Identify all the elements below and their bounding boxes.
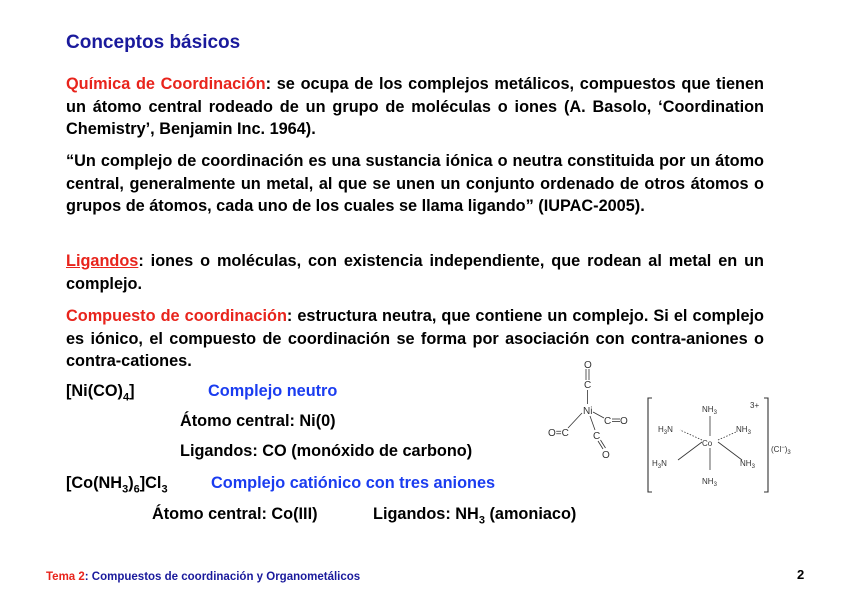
definition-text: : se ocupa de los complejos metálicos, compuestos que tienen un átomo central rodeado de un grupo de moléculas o iones (A. Basolo, ‘Coordination Chemistry’, Benjamin Inc. 1964). <box>66 75 764 138</box>
bracket-right <box>764 398 768 492</box>
ni-co4-structure-diagram <box>540 358 644 466</box>
central-atom-ni: Átomo central: Ni(0) <box>180 412 336 430</box>
atom-ni: Ni <box>583 406 593 417</box>
paragraph-compuesto-coordinacion <box>66 305 764 373</box>
charge-label: 3+ <box>750 401 760 410</box>
term-ligandos: Ligandos <box>66 252 139 270</box>
footer-course-title <box>46 571 360 583</box>
bond-ni-c-right <box>593 412 604 418</box>
nh3-back-right: $NH_3$ <box>736 425 751 436</box>
bond-ni-c-left <box>568 413 582 428</box>
page-number: 2 <box>797 567 805 582</box>
bond-co-n-left <box>678 442 702 460</box>
nh3-bottom: $NH_3$ <box>702 477 717 488</box>
ligands-nh3: Ligandos: $NH_3$ (amoniaco) <box>373 505 577 527</box>
atom-c-top: C <box>584 380 592 391</box>
paragraph-ligandos <box>66 250 764 295</box>
atom-o-right: O <box>620 416 628 427</box>
h3n-back-left: $H_3N$ <box>658 425 673 436</box>
definition-text: : estructura neutra, que contiene un complejo. Si el complejo es iónico, el compuesto de coordinación se forma por asociación con contra-aniones o contra-cationes. <box>66 307 764 370</box>
h3n-front-left: $H_3N$ <box>652 459 667 470</box>
atom-o-top: O <box>584 360 592 371</box>
bond-co-n-back-left <box>680 430 702 440</box>
co-nh3-6-structure-diagram <box>644 392 800 498</box>
bond-co-n-right <box>718 442 742 460</box>
ligands-co: Ligandos: CO (monóxido de carbono) <box>180 442 473 460</box>
atom-c-right: C <box>604 416 612 427</box>
term-quimica-coordinacion: Química de Coordinación <box>66 75 266 93</box>
atom-c-bottom: C <box>593 431 601 442</box>
bracket-left <box>648 398 652 492</box>
label-complejo-neutro: Complejo neutro <box>208 382 338 400</box>
formula-ni-co4: $[Ni(CO)_4]$ <box>66 382 135 404</box>
definition-text: : iones o moléculas, con existencia independiente, que rodean al metal en un complejo. <box>66 252 764 293</box>
bond-co-n-back-right <box>718 432 736 440</box>
atom-co: Co <box>702 439 713 448</box>
label-complejo-cationico: Complejo catiónico con tres aniones <box>211 474 496 492</box>
page-title: Conceptos básicos <box>66 32 241 53</box>
nh3-top: $NH_3$ <box>702 405 717 416</box>
iupac-quote: “Un complejo de coordinación es una sustancia iónica o neutra constituida por un átomo central, generalmente un metal, al que se unen un conjunto ordenado de otros átomos o grupos de átomos, cada uno de los cuales se llama ligando” (IUPAC-2005). <box>66 152 764 215</box>
term-compuesto-coordinacion: Compuesto de coordinación <box>66 307 287 325</box>
atom-o-bottom: O <box>602 450 610 461</box>
footer-text: : Compuestos de coordinación y Organometálicos <box>84 571 361 583</box>
formula-co-nh3-6-cl3: $[Co(NH_3)_6]Cl_3$ <box>66 474 168 496</box>
atom-oc-left: O=C <box>548 428 569 439</box>
footer-tema: Tema 2 <box>46 571 85 583</box>
central-atom-co: Átomo central: Co(III) <box>152 505 318 523</box>
counter-ion-cl: $(Cl^-)_3$ <box>771 445 791 456</box>
paragraph-quimica-coordinacion <box>66 73 764 141</box>
bond-ni-c-bottom <box>590 416 595 430</box>
nh3-front-right: $NH_3$ <box>740 459 755 470</box>
paragraph-iupac <box>66 150 764 218</box>
